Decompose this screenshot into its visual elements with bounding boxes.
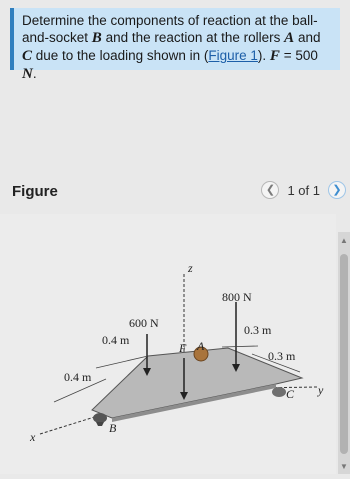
var-c: C <box>22 48 33 64</box>
label-b: B <box>109 421 117 435</box>
problem-text-7: . <box>32 66 37 81</box>
figure-pagination <box>261 180 346 200</box>
problem-text-6: = 500 <box>279 48 318 63</box>
statics-diagram <box>0 214 336 474</box>
scroll-thumb[interactable] <box>340 254 348 454</box>
roller-c <box>272 387 286 397</box>
label-f: F <box>179 341 187 355</box>
label-dim-03-lower: 0.3 m <box>268 349 296 363</box>
support-b <box>93 413 107 423</box>
label-dim-03-upper: 0.3 m <box>244 323 272 337</box>
var-f: F <box>269 48 280 64</box>
label-600n: 600 N <box>129 316 159 330</box>
problem-text-4: due to the loading shown in ( <box>32 48 209 63</box>
label-c: C <box>286 387 295 401</box>
label-a: A <box>197 339 205 353</box>
figure-link[interactable]: Figure 1 <box>208 48 258 63</box>
dim-03-upper-line <box>222 346 258 347</box>
label-dim-04-lower: 0.4 m <box>64 370 92 384</box>
chevron-right-icon[interactable]: ❯ <box>328 181 346 199</box>
page-count: 1 of 1 <box>287 182 320 198</box>
scroll-up-icon[interactable]: ▲ <box>340 236 348 245</box>
figure-panel <box>0 214 336 474</box>
var-a: A <box>284 30 295 46</box>
problem-statement <box>10 8 340 82</box>
var-b: B <box>91 30 102 46</box>
scroll-down-icon[interactable]: ▼ <box>340 462 348 471</box>
support-b-base <box>96 422 104 426</box>
label-x: x <box>30 430 36 444</box>
chevron-left-icon[interactable]: ❮ <box>261 181 279 199</box>
figure-heading: Figure <box>12 183 58 200</box>
problem-text-3: and <box>294 30 321 45</box>
problem-text-1: Determine the components of reaction at the ball-and-socket <box>22 13 318 45</box>
label-z: z <box>188 261 193 275</box>
problem-text-5: ). <box>257 48 270 63</box>
label-dim-04-upper: 0.4 m <box>102 333 130 347</box>
figure-scrollbar[interactable] <box>338 232 350 474</box>
problem-text-2: and the reaction at the rollers <box>101 30 285 45</box>
label-y: y <box>318 383 324 397</box>
unit-n: N <box>22 66 33 82</box>
label-800n: 800 N <box>222 290 252 304</box>
